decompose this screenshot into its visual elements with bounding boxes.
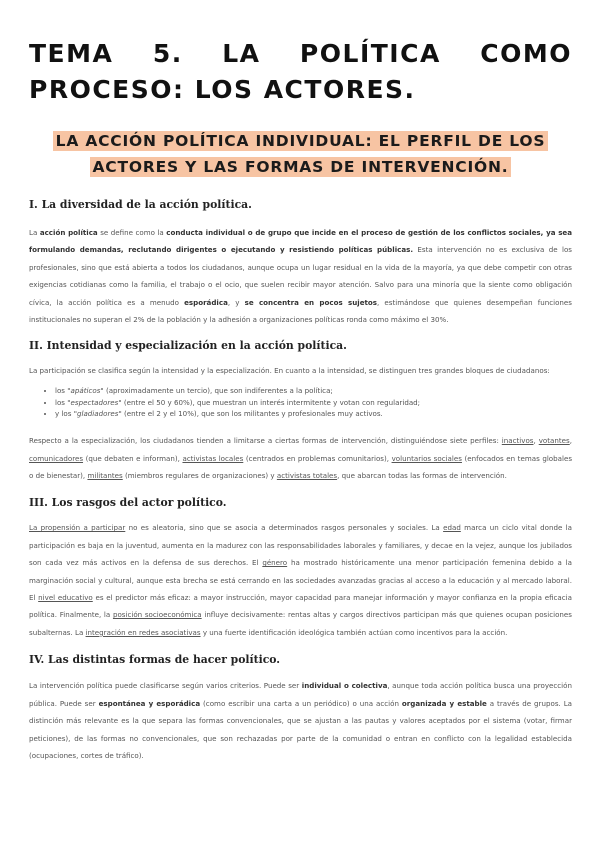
- list-item: • los "espectadores" (entre el 50 y 60%), que muestran un interés intermitente y votan con regularidad;: [55, 397, 572, 409]
- section-2-paragraph: Respecto a la especialización, los ciudadanos tienden a limitarse a ciertas formas de intervención, distinguiéndose siete perfiles: inactivos, votantes, comunicadores (que debaten e informan), activistas locales (centrados en problemas comunitarios), voluntarios sociales (enfocados en temas globales o de bienestar), militantes (miembros regulares de organizaciones) y activistas totales, que abarcan todas las formas de intervención.: [29, 436, 573, 481]
- list-item: • los "apáticos" (aproximadamente un tercio), que son indiferentes a la política;: [55, 385, 572, 397]
- intensity-list: [29, 385, 572, 420]
- section-3-paragraph: La propensión a participar no es aleatoria, sino que se asocia a determinados rasgos personales y sociales. La edad marca un ciclo vital donde la participación es baja en la juventud, aumenta en la madurez con las responsabilidades laborales y familiares, y decae en la vejez, aunque los jubilados son cada vez más activos en la defensa de sus derechos. El género ha mostrado históricamente una menor participación femenina debido a la marginación social y cultural, aunque esta brecha se está cerrando en las sociedades avanzadas gracias al acceso a la educación y al mercado laboral. El nivel educativo es el predictor más eficaz: a mayor instrucción, mayor capacidad para manejar información y mayor confianza en la propia eficacia política. Finalmente, la posición socioeconómica influye decisivamente: rentas altas y cargos directivos participan más que quienes ocupan posiciones subalternas. La integración en redes asociativas y una fuerte identificación ideológica también actúan como incentivos para la acción.: [29, 523, 573, 637]
- section-1-paragraph: La acción política se define como la conducta individual o de grupo que incide en el proceso de gestión de los conflictos sociales, ya sea formulando demandas, reclutando dirigentes o ejecutando y resistiendo políticas públicas. Esta intervención no es exclusiva de los profesionales, sino que está abierta a todos los ciudadanos, aunque ocupa un lugar residual en la vida de la mayoría, ya que debe competir con otras exigencias cotidianas como la familia, el trabajo o el ocio, que suelen recibir mayor atención. Salvo para una minoría que la siente como obligación cívica, la acción política es a menudo esporádica, y se concentra en pocos sujetos, estimándose que quienes desempeñan funciones institucionales no superan el 2% de la población y la adhesión a organizaciones políticas ronda como máximo el 30%.: [29, 228, 573, 325]
- section-3-heading: III. Los rasgos del actor político.: [29, 496, 227, 510]
- subtitle-block: [29, 128, 572, 180]
- section-4-paragraph: La intervención política puede clasificarse según varios criterios. Puede ser individual o colectiva, aunque toda acción política busca una proyección pública. Puede ser espontánea y esporádica (como escribir una carta a un periódico) o una acción organizada y estable a través de grupos. La distinción más relevante es la que separa las formas convencionales, que se ajustan a las pautas y valores aceptados por el sistema (votar, firmar peticiones), de las formas no convencionales, que son rechazadas por parte de la comunidad o entran en conflicto con la legalidad establecida (ocupaciones, cortes de tráfico).: [29, 681, 572, 760]
- list-item: • y los "gladiadores" (entre el 2 y el 10%), que son los militantes y profesionales muy activos.: [55, 408, 572, 420]
- highlighted-subtitle: LA ACCIÓN POLÍTICA INDIVIDUAL: EL PERFIL DE LOS ACTORES Y LAS FORMAS DE INTERVENCIÓN.: [53, 131, 549, 177]
- section-2-heading: II. Intensidad y especialización en la acción política.: [29, 339, 347, 353]
- section-2-intro: La participación se clasifica según la intensidad y la especialización. En cuanto a la intensidad, se distinguen tres grandes bloques de ciudadanos:: [29, 366, 550, 376]
- page-title: TEMA 5. LA POLÍTICA COMO PROCESO: LOS ACTORES.: [29, 39, 572, 104]
- section-4-heading: IV. Las distintas formas de hacer político.: [29, 653, 281, 667]
- section-1-heading: I. La diversidad de la acción política.: [29, 198, 252, 211]
